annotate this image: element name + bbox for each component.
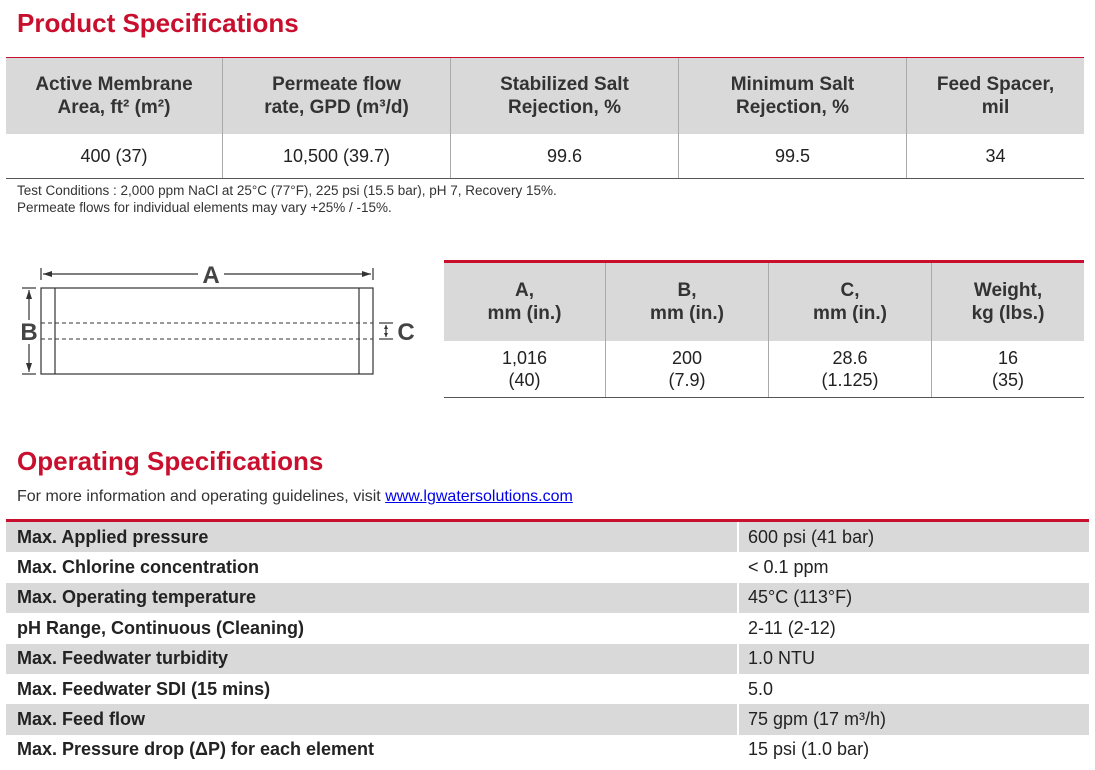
table-row: [444, 341, 1084, 398]
test-conditions-note: Test Conditions : 2,000 ppm NaCl at 25°C (77°F), 225 psi (15.5 bar), pH 7, Recovery 15%. Permeate flows for individual elements may vary +25% / -15%.: [17, 183, 557, 215]
column-header: C, mm (in.): [769, 263, 932, 341]
column-header: Feed Spacer, mil: [907, 58, 1085, 134]
column-header: B, mm (in.): [606, 263, 769, 341]
table-row: [6, 704, 1089, 734]
table-row: [6, 613, 1089, 643]
element-dimension-diagram: [12, 258, 422, 383]
spec-label: Max. Operating temperature: [6, 583, 738, 613]
spec-label: pH Range, Continuous (Cleaning): [17, 617, 304, 638]
spec-value: 15 psi (1.0 bar): [738, 735, 1089, 765]
spec-value: 75 gpm (17 m³/h): [738, 704, 1089, 734]
dimension-label-b: B: [20, 319, 38, 346]
dimensions-table: [444, 263, 1084, 398]
table-row: [6, 674, 1089, 704]
dimension-label-a: A: [202, 262, 220, 289]
spec-value: 1.0 NTU: [738, 644, 1089, 674]
spec-label: Max. Applied pressure: [6, 522, 738, 552]
column-header: Minimum Salt Rejection, %: [679, 58, 907, 134]
product-specifications-title: Product Specifications: [17, 8, 299, 38]
table-row: [6, 522, 1089, 552]
spec-label: Max. Feedwater SDI (15 mins): [17, 678, 271, 699]
table-cell: 400 (37): [6, 134, 223, 179]
dimension-label-c: C: [397, 319, 415, 346]
table-cell: 16 (35): [932, 341, 1085, 398]
table-cell: 200 (7.9): [606, 341, 769, 398]
operating-specifications-title: Operating Specifications: [17, 446, 324, 476]
table-row: [6, 735, 1089, 765]
table-cell: 99.6: [451, 134, 679, 179]
table-cell: 10,500 (39.7): [223, 134, 451, 179]
table-row: [6, 583, 1089, 613]
column-header: A, mm (in.): [444, 263, 606, 341]
column-header: Weight, kg (lbs.): [932, 263, 1085, 341]
operating-specs-table: [6, 522, 1089, 765]
spec-value: 5.0: [738, 674, 1089, 704]
spec-value: 45°C (113°F): [738, 583, 1089, 613]
spec-value: 600 psi (41 bar): [738, 522, 1089, 552]
product-specs-table: [6, 58, 1084, 179]
table-cell: 34: [907, 134, 1085, 179]
table-row: [6, 644, 1089, 674]
table-cell: 28.6 (1.125): [769, 341, 932, 398]
column-header: Active Membrane Area, ft² (m²): [6, 58, 223, 134]
table-cell: 1,016 (40): [444, 341, 606, 398]
spec-label: Max. Feed flow: [6, 704, 738, 734]
table-row: [6, 552, 1089, 582]
column-header: Stabilized Salt Rejection, %: [451, 58, 679, 134]
lg-water-solutions-link[interactable]: www.lgwatersolutions.com: [385, 488, 573, 505]
table-row: [6, 134, 1084, 179]
operating-intro: For more information and operating guidelines, visit www.lgwatersolutions.com: [17, 488, 573, 505]
spec-value: 2-11 (2-12): [738, 613, 1089, 643]
table-cell: 99.5: [679, 134, 907, 179]
table-header-row: [6, 58, 1084, 134]
spec-value: < 0.1 ppm: [738, 552, 1089, 582]
spec-label: Max. Pressure drop (ΔP) for each element: [17, 739, 375, 760]
spec-label: Max. Feedwater turbidity: [6, 644, 738, 674]
column-header: Permeate flow rate, GPD (m³/d): [223, 58, 451, 134]
table-header-row: [444, 263, 1084, 341]
spec-label: Max. Chlorine concentration: [17, 557, 260, 578]
